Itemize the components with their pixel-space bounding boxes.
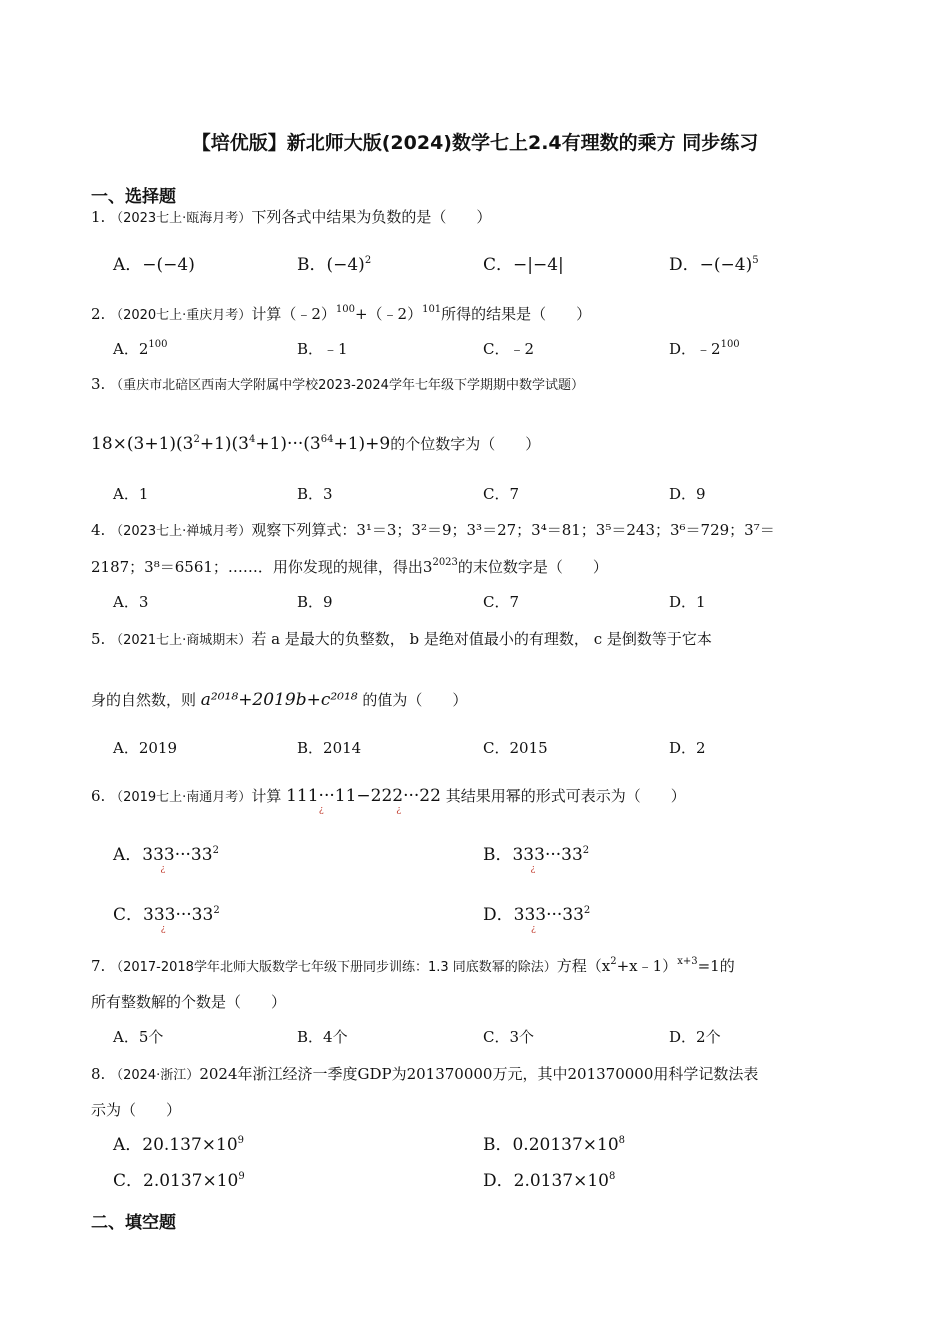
option-b: B．4个 (297, 1028, 348, 1046)
question-number: 3. (91, 375, 106, 393)
question-2: 2. （2020七上·重庆月考）计算（﹣2）$^{100}$+（﹣2）$^{101}$所得的结果是（ ） (91, 304, 592, 323)
option-b: B．9 (297, 593, 333, 611)
option-a: A．−(−4) (113, 255, 195, 275)
option-d: D．$﹣2^{100}$ (669, 339, 740, 358)
option-a: A．$20.137\times 10^9$ (113, 1135, 245, 1155)
question-source: （2023七上·瓯海月考） (110, 211, 252, 226)
option-d: D．$2.0137\times 10^8$ (483, 1171, 616, 1191)
question-5: 5. （2021七上·商城期末）若 a 是最大的负整数， b 是绝对值最小的有理数， c 是倒数等于它本 (91, 630, 712, 648)
question-source: （2021七上·商城期末） (110, 633, 252, 648)
option-d: D．1 (669, 593, 706, 611)
question-number: 1. (91, 208, 106, 226)
option-c: C．$2.0137\times 10^9$ (113, 1171, 245, 1191)
question-3-expression: $18\times(3+1)(3^2+1)(3^4+1)\cdot\cdot\cdot(3^{64}+1)+9$的个位数字为（ ） (91, 434, 541, 454)
question-4-line-2: 2187；3⁸＝6561；……．用你发现的规律，得出$3^{2023}$的末位数字是（ ） (91, 557, 608, 576)
option-c: C．﹣2 (483, 340, 535, 358)
question-7: 7. （2017-2018学年北师大版数学七年级下册同步训练：1.3 同底数幂的除法）方程$(x^2+x﹣1)^{x+3}=1$的 (91, 956, 735, 975)
question-number: 6. (91, 787, 106, 805)
question-source: （2017-2018学年北师大版数学七年级下册同步训练：1.3 同底数幂的除法） (110, 960, 557, 975)
question-5-line-2: 身的自然数，则 a²⁰¹⁸+2019b+c²⁰¹⁸ 的值为（ ） (91, 690, 468, 710)
question-source: （2020七上·重庆月考） (110, 308, 252, 323)
option-a: A．1 (113, 485, 149, 503)
option-a: A．3 (113, 593, 149, 611)
option-b: B．$(-4)^2$ (297, 255, 372, 275)
option-a: A．333···33 ¿ $^2$ (113, 845, 219, 874)
option-b: B．2014 (297, 739, 362, 757)
option-d: D．2 (669, 739, 706, 757)
question-text: 下列各式中结果为负数的是（ ） (251, 208, 492, 226)
option-d: D．333···33 ¿ $^2$ (483, 905, 591, 934)
option-c: C．7 (483, 485, 520, 503)
option-b: B．333···33 ¿ $^2$ (483, 845, 590, 874)
question-number: 4. (91, 521, 106, 539)
question-number: 2. (91, 305, 106, 323)
question-4: 4. （2023七上·禅城月考）观察下列算式：3¹＝3；3²＝9；3³＝27；3⁴＝81；3⁵＝243；3⁶＝729；3⁷＝ (91, 521, 775, 539)
question-1 (91, 207, 491, 229)
page-title: 【培优版】新北师大版(2024)数学七上2.4有理数的乘方 同步练习 (191, 132, 759, 154)
section-heading-fill: 二、填空题 (91, 1213, 176, 1233)
option-b: B．3 (297, 485, 333, 503)
option-c: C．7 (483, 593, 520, 611)
option-d: D．2个 (669, 1028, 721, 1046)
option-b: B．$0.20137\times 10^8$ (483, 1135, 626, 1155)
question-source: （2024·浙江） (110, 1068, 200, 1083)
question-8: 8. （2024·浙江）2024年浙江经济一季度GDP为201370000万元，其中201370000用科学记数法表 (91, 1065, 759, 1083)
question-number: 7. (91, 957, 106, 975)
option-c: C．−|−4| (483, 255, 564, 275)
question-number: 8. (91, 1065, 106, 1083)
question-6: 6. （2019七上·南通月考）计算 111···11 ¿ −222···22 ¿ 其结果用幂的形式可表示为（ ） (91, 786, 686, 815)
section-heading-choice: 一、选择题 (91, 187, 176, 207)
question-source: （2019七上·南通月考） (110, 790, 252, 805)
option-a: A．5个 (113, 1028, 164, 1046)
option-c: C．3个 (483, 1028, 535, 1046)
option-c: C．2015 (483, 739, 548, 757)
question-7-line-2: 所有整数解的个数是（ ） (91, 993, 287, 1011)
option-a: A．$2^{100}$ (113, 339, 168, 358)
option-b: B．﹣1 (297, 340, 348, 358)
question-3 (91, 374, 584, 396)
question-source: （2023七上·禅城月考） (110, 524, 252, 539)
option-d: D．$-(-4)^5$ (669, 255, 759, 275)
question-number: 5. (91, 630, 106, 648)
option-c: C．333···33 ¿ $^2$ (113, 905, 220, 934)
question-source: （重庆市北碚区西南大学附属中学校2023-2024学年七年级下学期期中数学试题） (110, 378, 584, 393)
question-8-line-2: 示为（ ） (91, 1101, 182, 1119)
option-d: D．9 (669, 485, 706, 503)
option-a: A．2019 (113, 739, 178, 757)
